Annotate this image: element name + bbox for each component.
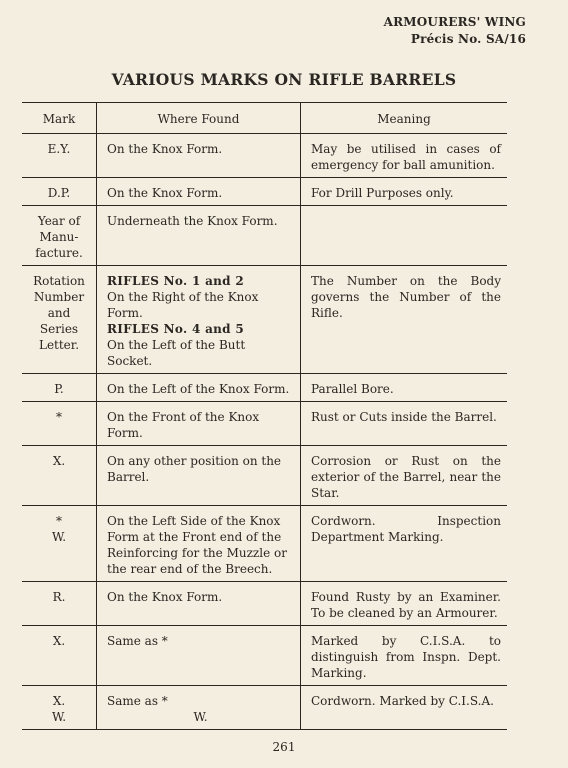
where-found-cell bbox=[97, 506, 301, 582]
where-found-cell bbox=[97, 266, 301, 374]
document-header bbox=[384, 14, 526, 48]
mark-cell bbox=[22, 266, 97, 374]
meaning-cell: May be utilised in cases of emergency for ball amunition. bbox=[311, 142, 501, 172]
where-found-text: On the Knox Form. bbox=[107, 590, 223, 604]
table-row bbox=[22, 134, 507, 178]
table-row bbox=[22, 506, 507, 582]
where-found-text: On the Left Side of the Knox Form at the Front end of the Reinforcing for the Muzzle or the rear end of the Breech. bbox=[107, 514, 287, 576]
mark-text: Number bbox=[33, 290, 85, 304]
where-found-text: Same as * bbox=[107, 694, 168, 708]
mark-cell bbox=[22, 374, 97, 402]
where-found-text: On the Right of the Knox Form. bbox=[107, 290, 259, 320]
where-found-text: Same as * bbox=[107, 634, 168, 648]
page-number: 261 bbox=[272, 740, 296, 754]
where-found-text: On the Front of the Knox Form. bbox=[107, 410, 260, 440]
mark-text: R. bbox=[52, 590, 66, 604]
where-found-text: On the Left of the Knox Form. bbox=[107, 382, 290, 396]
where-found-cell bbox=[97, 626, 301, 686]
mark-cell bbox=[22, 446, 97, 506]
table-header-row bbox=[22, 103, 507, 134]
where-found-cell bbox=[97, 402, 301, 446]
where-found-cell bbox=[97, 582, 301, 626]
table-body bbox=[22, 134, 507, 730]
mark-cell bbox=[22, 402, 97, 446]
meaning-cell: The Number on the Body governs the Number of the Rifle. bbox=[311, 274, 501, 320]
mark-text: * bbox=[56, 410, 62, 424]
mark-cell bbox=[22, 582, 97, 626]
column-header-where-found: Where Found bbox=[97, 103, 301, 134]
mark-cell bbox=[22, 506, 97, 582]
column-header-meaning: Meaning bbox=[377, 112, 431, 126]
where-found-cell bbox=[97, 686, 301, 730]
column-header-mark: Mark bbox=[42, 112, 76, 126]
table-row bbox=[22, 582, 507, 626]
meaning-cell: Corrosion or Rust on the exterior of the Barrel, near the Star. bbox=[311, 454, 501, 500]
where-found-cell bbox=[97, 374, 301, 402]
meaning-cell: Parallel Bore. bbox=[311, 382, 394, 396]
rifle-group-heading: RIFLES No. 4 and 5 bbox=[107, 322, 244, 336]
where-found-text: W. bbox=[193, 710, 208, 724]
mark-text: X. bbox=[52, 454, 66, 468]
mark-text: P. bbox=[54, 382, 64, 396]
mark-cell bbox=[22, 626, 97, 686]
table-row bbox=[22, 686, 507, 730]
table-row bbox=[22, 266, 507, 374]
meaning-cell: Found Rusty by an Examiner. To be cleaned by an Armourer. bbox=[311, 590, 501, 620]
header-precis: Précis No. SA/16 bbox=[410, 32, 526, 46]
mark-text: Year of bbox=[37, 214, 81, 228]
mark-text: and Series bbox=[39, 306, 79, 336]
header-wing: ARMOURERS' WING bbox=[383, 15, 526, 29]
mark-text: X. bbox=[52, 694, 66, 708]
mark-text: D.P. bbox=[47, 186, 71, 200]
where-found-text: On the Knox Form. bbox=[107, 186, 223, 200]
page-title: VARIOUS MARKS ON RIFLE BARRELS bbox=[111, 70, 457, 89]
where-found-cell bbox=[97, 178, 301, 206]
marks-table bbox=[22, 102, 507, 730]
mark-text: E.Y. bbox=[47, 142, 71, 156]
where-found-text: On the Knox Form. bbox=[107, 142, 223, 156]
meaning-cell: Cordworn. Marked by C.I.S.A. bbox=[311, 694, 494, 708]
meaning-cell bbox=[301, 206, 508, 266]
table-row bbox=[22, 178, 507, 206]
mark-text: X. bbox=[52, 634, 66, 648]
mark-cell bbox=[22, 134, 97, 178]
mark-text: W. bbox=[51, 530, 67, 544]
mark-text: facture. bbox=[35, 246, 83, 260]
where-found-text: Underneath the Knox Form. bbox=[107, 214, 278, 228]
where-found-text: On the Left of the Butt Socket. bbox=[107, 338, 246, 368]
mark-cell bbox=[22, 206, 97, 266]
table-row bbox=[22, 626, 507, 686]
meaning-cell: Rust or Cuts inside the Barrel. bbox=[311, 410, 497, 424]
mark-cell bbox=[22, 178, 97, 206]
table-row bbox=[22, 374, 507, 402]
table-row bbox=[22, 206, 507, 266]
meaning-cell: Marked by C.I.S.A. to distinguish from Inspn. Dept. Marking. bbox=[311, 634, 501, 680]
where-found-cell bbox=[97, 134, 301, 178]
mark-text: Manu- bbox=[39, 230, 79, 244]
table-row bbox=[22, 446, 507, 506]
where-found-text: On any other position on the Barrel. bbox=[107, 454, 282, 484]
where-found-cell bbox=[97, 206, 301, 266]
mark-text: Rotation bbox=[33, 274, 85, 288]
meaning-cell: For Drill Purposes only. bbox=[311, 186, 454, 200]
where-found-cell bbox=[97, 446, 301, 506]
table-row bbox=[22, 402, 507, 446]
mark-text: Letter. bbox=[38, 338, 80, 352]
rifle-group-heading: RIFLES No. 1 and 2 bbox=[107, 274, 244, 288]
mark-cell bbox=[22, 686, 97, 730]
mark-text: W. bbox=[51, 710, 67, 724]
meaning-cell: Cordworn. Inspection Department Marking. bbox=[311, 514, 501, 544]
mark-text: * bbox=[56, 514, 62, 528]
